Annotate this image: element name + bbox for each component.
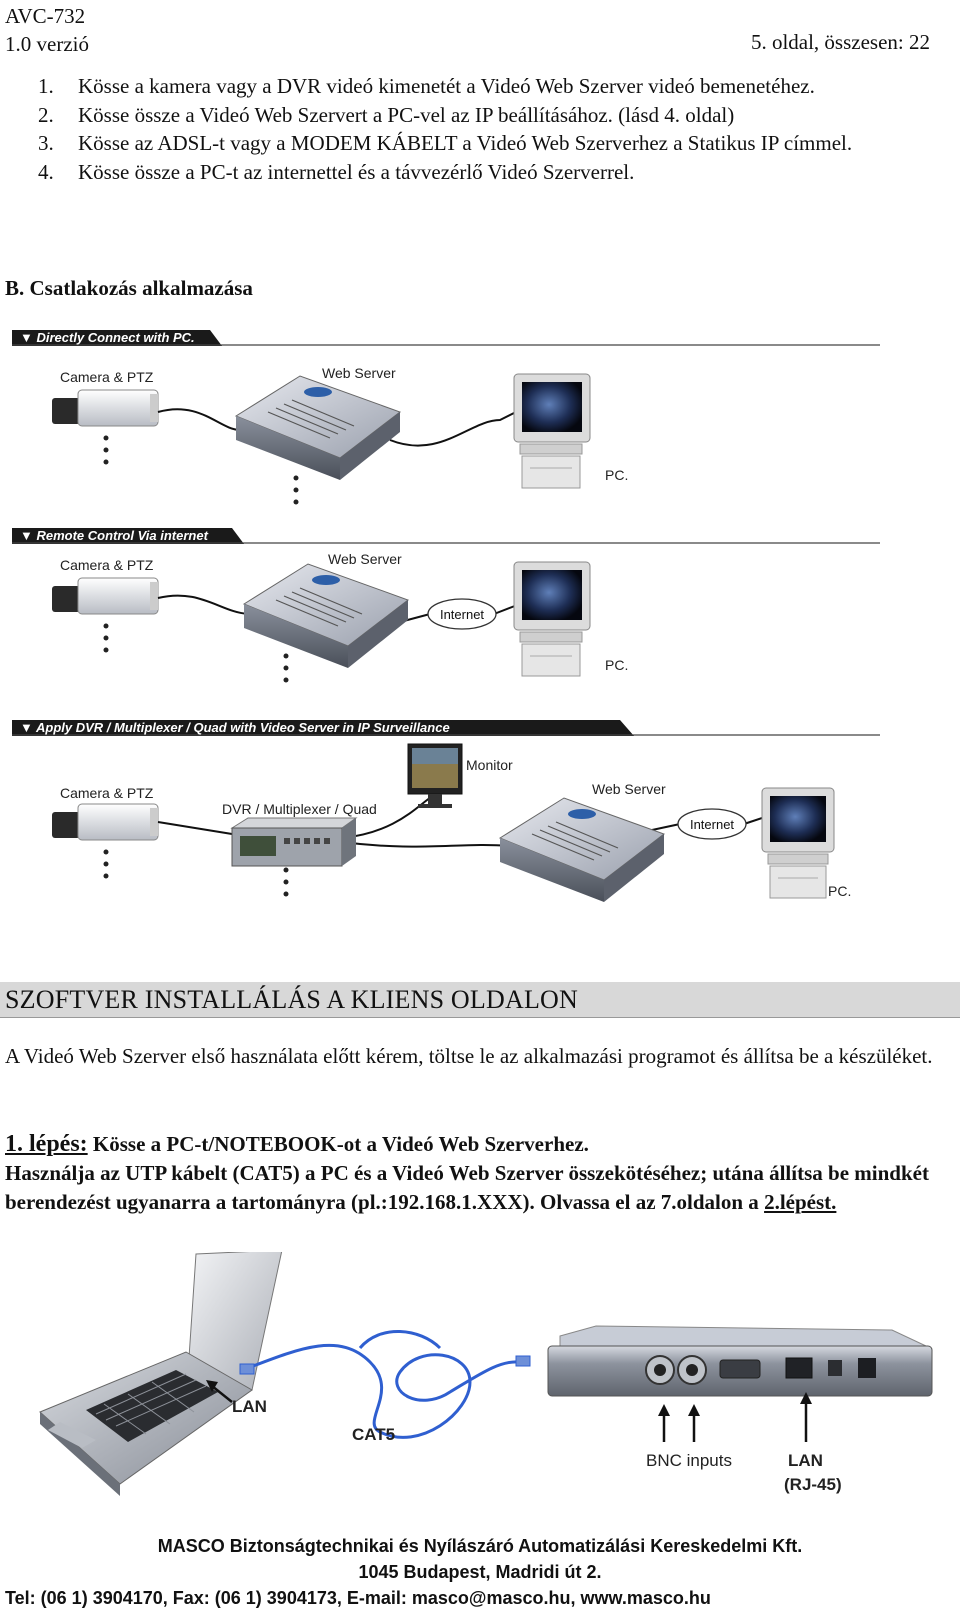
server-cable — [342, 842, 510, 847]
intro-paragraph: A Videó Web Szerver első használata előtt kérem, töltse le az alkalmazási programot és állítsa be a készüléket. — [5, 1044, 933, 1068]
footer — [0, 1533, 960, 1611]
panel-dvr-surveillance — [12, 720, 880, 902]
cable — [652, 824, 680, 830]
monitor-icon — [408, 744, 462, 808]
section-heading-band — [0, 982, 960, 1018]
video-cable — [158, 596, 248, 614]
server-label: Web Server — [592, 781, 666, 797]
internet-label: Internet — [439, 607, 485, 622]
rj45-plug — [516, 1356, 530, 1366]
internet-cloud-icon — [678, 809, 746, 839]
panel-title: ▼ Directly Connect with PC. — [20, 330, 195, 345]
step-text: Kösse össze a Videó Web Szervert a PC-vel az IP beállításához. (lásd 4. oldal) — [78, 102, 735, 127]
connection-photo — [0, 1252, 960, 1532]
step-text: Kösse az ADSL-t vagy a MODEM KÁBELT a Videó Web Szerverhez a Statikus IP címmel. — [78, 131, 853, 155]
pc-icon — [762, 788, 834, 898]
video-cable — [158, 409, 240, 430]
pc-icon — [514, 562, 590, 676]
lan-cable — [390, 410, 520, 446]
panel-title: ▼ Remote Control Via internet — [20, 528, 208, 543]
monitor-label: Monitor — [466, 757, 513, 773]
list-item: 1. Kösse a kamera vagy a DVR videó kimenetét a Videó Web Szerver videó bemenetéhez. — [38, 74, 815, 98]
rj45-label: (RJ-45) — [784, 1475, 842, 1494]
camera-icon — [52, 804, 158, 840]
list-item: 2. Kösse össze a Videó Web Szervert a PC-vel az IP beállításához. (lásd 4. oldal) — [38, 102, 735, 127]
camera-label: Camera & PTZ — [60, 785, 154, 801]
step-text: Kösse a kamera vagy a DVR videó kimenetét a Videó Web Szerver videó bemenetéhez. — [78, 74, 815, 98]
connection-steps — [38, 72, 938, 186]
arrows — [664, 1402, 806, 1442]
db9-port — [720, 1360, 760, 1378]
web-server-icon — [236, 376, 400, 480]
section-title: SZOFTVER INSTALLÁLÁS A KLIENS OLDALON — [5, 985, 578, 1014]
pc-label: PC. — [828, 883, 852, 899]
lan-label-left: LAN — [232, 1397, 267, 1416]
connection-diagram — [0, 320, 960, 940]
dvr-icon — [232, 818, 356, 866]
pc-label: PC. — [605, 657, 629, 673]
camera-icon — [52, 578, 158, 614]
port — [828, 1360, 842, 1376]
internet-label: Internet — [689, 817, 735, 832]
server-back-panel — [548, 1326, 932, 1396]
section-b-title: B. Csatlakozás alkalmazása — [5, 276, 253, 300]
step-2-link[interactable]: 2.lépést. — [764, 1190, 837, 1214]
step-heading: Kösse a PC-t/NOTEBOOK-ot a Videó Web Szerverhez. — [87, 1132, 589, 1156]
step-body: Használja az UTP kábelt (CAT5) a PC és a Videó Web Szerver összekötéséhez; utána állítsa be mindkét berendezést ugyanarra a tartományra (pl.:192.168.1.XXX). Olvassa el az 7.oldalon a — [5, 1161, 929, 1214]
web-server-icon — [244, 564, 408, 668]
step-text: Kösse össze a PC-t az internettel és a távvezérlő Videó Szerverrel. — [78, 159, 635, 184]
camera-label: Camera & PTZ — [60, 557, 154, 573]
list-item: 3. Kösse az ADSL-t vagy a MODEM KÁBELT a Videó Web Szerverhez a Statikus IP címmel. — [38, 131, 853, 155]
power-port — [858, 1358, 876, 1378]
dvr-label: DVR / Multiplexer / Quad — [222, 801, 377, 817]
pc-label: PC. — [605, 467, 629, 483]
step-1 — [5, 1130, 960, 1217]
footer-contact: Tel: (06 1) 3904170, Fax: (06 1) 3904173, E-mail: masco@masco.hu, www.masco.hu — [5, 1588, 711, 1608]
panel-title: ▼ Apply DVR / Multiplexer / Quad with Video Server in IP Surveillance — [20, 720, 450, 735]
video-cable — [158, 822, 232, 834]
document-header — [5, 2, 89, 58]
doc-version: 1.0 verzió — [5, 32, 89, 56]
footer-address: 1045 Budapest, Madridi út 2. — [358, 1562, 602, 1582]
lan-port — [786, 1358, 812, 1378]
camera-label: Camera & PTZ — [60, 369, 154, 385]
list-item: 4. Kösse össze a PC-t az internettel és a távvezérlő Videó Szerverrel. — [38, 159, 635, 184]
page-info: 5. oldal, összesen: 22 — [750, 30, 930, 54]
panel-direct-connect — [12, 330, 880, 505]
bnc-inputs-label: BNC inputs — [646, 1451, 732, 1470]
doc-code: AVC-732 — [5, 4, 86, 28]
web-server-icon — [500, 798, 664, 902]
server-label: Web Server — [328, 551, 402, 567]
camera-icon — [52, 390, 158, 426]
step-label: 1. lépés: — [5, 1131, 88, 1157]
lan-label-right: LAN — [788, 1451, 823, 1470]
rj45-plug — [240, 1364, 254, 1374]
panel-remote-control — [12, 528, 880, 683]
cat5-cable-icon — [248, 1331, 520, 1437]
cat5-label: CAT5 — [352, 1425, 396, 1444]
internet-cloud-icon — [428, 599, 496, 629]
server-label: Web Server — [322, 365, 396, 381]
pc-icon — [514, 374, 590, 488]
footer-company: MASCO Biztonságtechnikai és Nyílászáró Automatizálási Kereskedelmi Kft. — [157, 1536, 803, 1556]
